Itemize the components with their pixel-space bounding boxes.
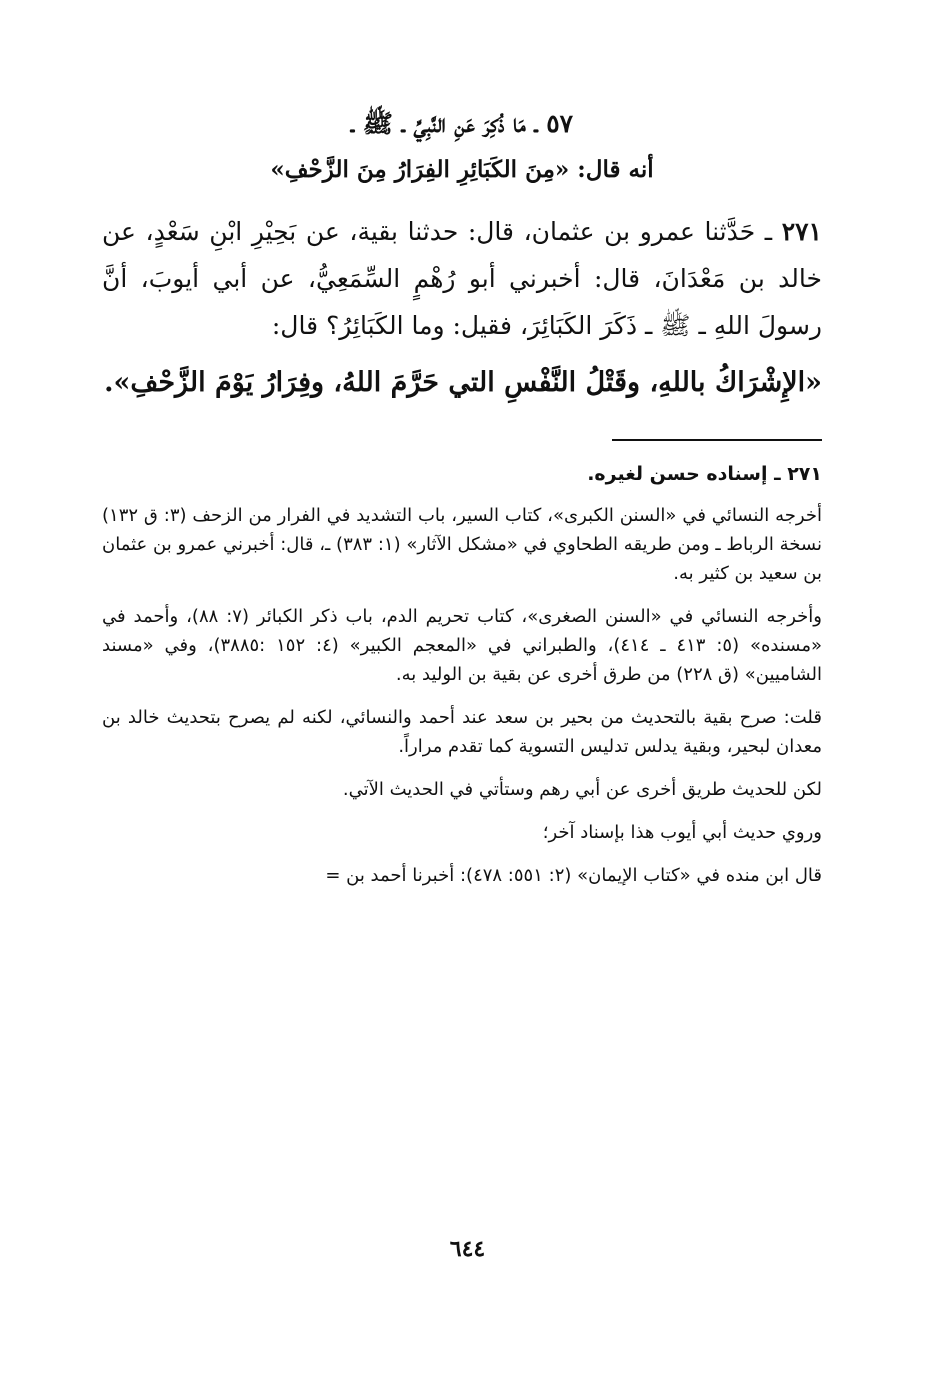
footnote-paragraph: وأخرجه النسائي في «السنن الصغرى»، كتاب تحريم الدم، باب ذكر الكبائر (٧: ٨٨)، وأحمد في «مسنده» (٥: ٤١٣ ـ ٤١٤)، والطبراني في «المعجم الكبير» (٤: ١٥٢ :٣٨٨٥)، وفي «مسند الشاميين» (ق ٢٢٨) من طرق أخرى عن بقية بن الوليد به. <box>102 606 823 685</box>
page-number: ٦٤٤ <box>449 1236 486 1262</box>
hadith-chain <box>102 208 822 349</box>
footnote-line: قال ابن منده في «كتاب الإيمان» (٢: ٥٥١: ٤٧٨): أخبرنا أحمد بن = <box>325 865 822 886</box>
prophet-saying: «الإِشْرَاكُ باللهِ، وقَتْلُ النَّفْسِ التي حَرَّمَ اللهُ، وفِرَارُ يَوْمَ الزَّحْفِ». <box>104 367 822 398</box>
chapter-title: ٥٧ ـ مَا ذُكِرَ عَنِ النَّبِيِّ ـ ﷺ ـ <box>350 109 574 138</box>
chapter-subtitle: أنه قال: «مِنَ الكَبَائِرِ الفِرَارُ مِنَ الزَّحْفِ» <box>270 156 654 183</box>
hadith-chain-text: ـ حَدَّثنا عمرو بن عثمان، قال: حدثنا بقية، عن بَحِيْرِ ابْنِ سَعْدٍ، عن خالد بن مَعْدَانَ، قال: أخبرني أبو رُهْمٍ السِّمَعِيُّ، عن أبي أيوبَ، أنَّ رسولَ اللهِ ـ ﷺ ـ ذَكَرَ الكَبَائِرَ، فقيل: وما الكَبَائِرُ؟ قال: <box>102 217 822 340</box>
footnote-paragraph: أخرجه النسائي في «السنن الكبرى»، كتاب السير، باب التشديد في الفرار من الزحف (٣: ق ١٣٢) نسخة الرباط ـ ومن طريقه الطحاوي في «مشكل الآثار» (١: ٣٨٣) ـ، قال: أخبرني عمرو بن عثمان بن سعيد بن كثير به. <box>102 505 822 584</box>
footnote-line: وروي حديث أبي أيوب هذا بإسناد آخر؛ <box>542 822 822 843</box>
footnote-heading: ٢٧١ ـ إسناده حسن لغيره. <box>587 463 822 485</box>
footnote-paragraph: قلت: صرح بقية بالتحديث من بحير بن سعد عند أحمد والنسائي، لكنه لم يصرح بتحديث خالد بن معدان لبحير، وبقية يدلس تدليس التسوية كما تقدم مراراً. <box>102 707 822 757</box>
footnote-line: لكن للحديث طريق أخرى عن أبي رهم وستأتي في الحديث الآتي. <box>342 779 822 800</box>
footnote-divider <box>612 439 822 441</box>
hadith-number: ٢٧١ <box>781 217 822 246</box>
book-page <box>102 100 822 904</box>
